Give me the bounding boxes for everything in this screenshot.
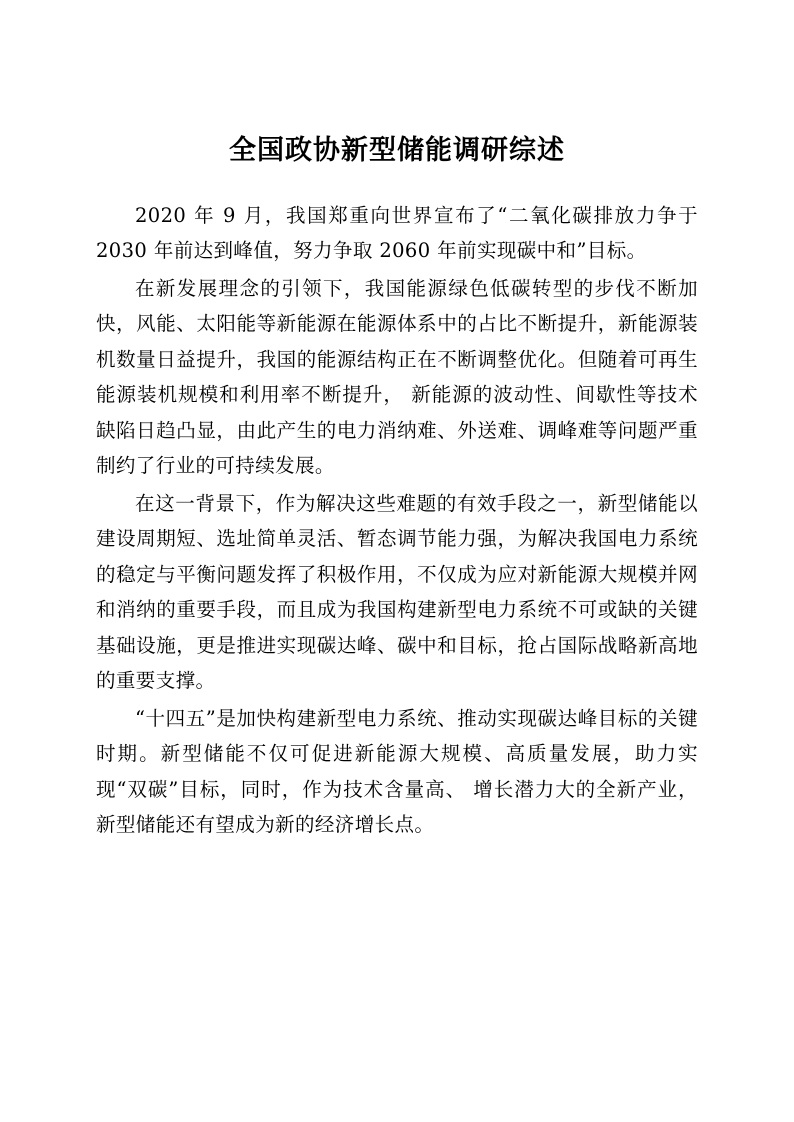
paragraph: “十四五”是加快构建新型电力系统、推动实现碳达峰目标的关键时期。新型储能不仅可促进新能源大规模、高质量发展，助力实现“双碳”目标，同时，作为技术含量高、 增长潜力大的全新产业，新型储能还有望成为新的经济增长点。: [96, 706, 698, 837]
page-title: 全国政协新型储能调研综述: [229, 135, 565, 166]
paragraph: 在新发展理念的引领下，我国能源绿色低碳转型的步伐不断加快，风能、太阳能等新能源在能源体系中的占比不断提升，新能源装机数量日益提升，我国的能源结构正在不断调整优化。但随着可再生能源装机规模和利用率不断提升， 新能源的波动性、间歇性等技术缺陷日趋凸显，由此产生的电力消纳难、外送难、调峰难等问题严重制约了行业的可持续发展。: [96, 276, 698, 478]
paragraph: 2020 年 9 月，我国郑重向世界宣布了“二氧化碳排放力争于 2030 年前达到峰值，努力争取 2060 年前实现碳中和”目标。: [96, 203, 698, 263]
document-body: [96, 198, 698, 843]
paragraph: 在这一背景下，作为解决这些难题的有效手段之一，新型储能以建设周期短、选址简单灵活、暂态调节能力强，为解决我国电力系统的稳定与平衡问题发挥了积极作用，不仅成为应对新能源大规模并网和消纳的重要手段，而且成为我国构建新型电力系统不可或缺的关键基础设施，更是推进实现碳达峰、碳中和目标，抢占国际战略新高地的重要支撑。: [96, 491, 698, 693]
